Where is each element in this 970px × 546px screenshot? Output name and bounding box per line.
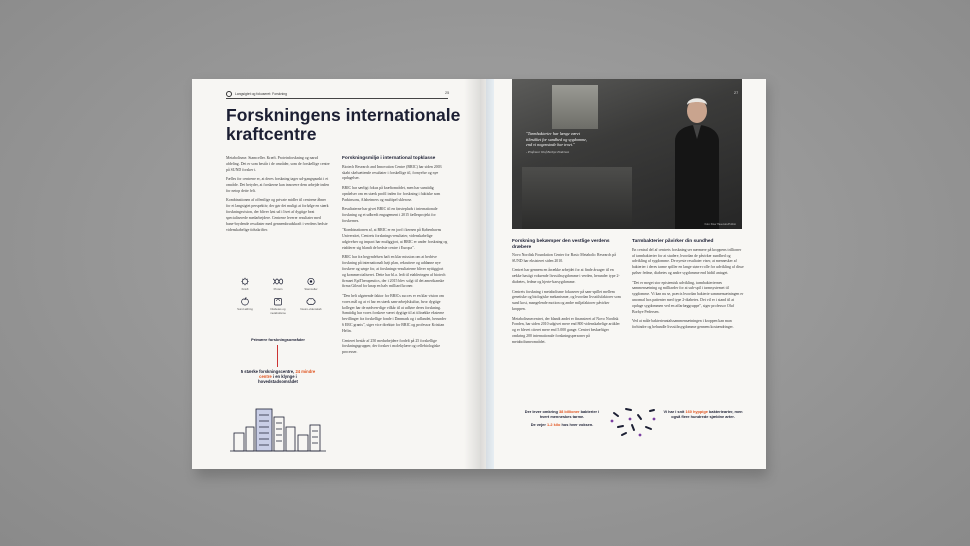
fact-text: Der lever omkring — [524, 409, 558, 414]
centres-highlight: 24 mindre centre — [259, 369, 316, 380]
quote-attribution: - Professor Oluf Borbye Pedersen — [526, 149, 570, 154]
centres-text: i en klynge i hovedstadsområdet — [258, 374, 298, 385]
page-number-left: 25 — [445, 91, 450, 95]
left-page — [192, 79, 480, 469]
research-area-label: Stamceller — [304, 287, 318, 291]
section-heading: Forskningsmiljø i international topklasse — [342, 156, 436, 161]
stem-cell-icon — [305, 277, 317, 286]
bacteria-fact-count — [520, 409, 604, 427]
header-text: Langsigtet og fokuseret: Forskning — [235, 91, 288, 96]
fact-text: bakterier i hvert menneskes tarme. — [539, 409, 600, 419]
research-area-label: Neuro-videnskab — [300, 307, 322, 312]
spine-shadow — [480, 79, 494, 469]
paragraph: Centeret består af 250 medarbejdere fordelt på 25 forskellige forskningsgrupper, der forsker i molekylære og cellebiologiske processer. — [342, 338, 441, 355]
paragraph: Novo Nordisk Foundation Center for Basic Metabolic Research på SUND har eksisteret siden 2010. — [512, 253, 616, 264]
section-icon — [226, 91, 232, 97]
fact-highlight: 160 hyppige — [685, 409, 708, 414]
page-title: Forskningens internationale kraftcentre — [226, 105, 461, 144]
research-area-item — [296, 297, 326, 315]
virus-icon — [239, 277, 251, 286]
paragraph: "Kombinationen af, at BRIC er en jord i kernen på Københavns Universitet, Centrets forsknings-resultater, videnskabelige udgivelser og impact har muliggjort, at BRIC er under forskning og etablerer sig blandt de bedste centre i Europa". — [342, 227, 448, 250]
research-area-item — [230, 297, 260, 315]
city-skyline-illustration — [228, 397, 328, 453]
paragraph: Kombinationen af offentlige og private midler til centrene åbner for et langsigtet perspektiv, der gør det muligt at forfølge en stærk forskningsvision, der bliver løst ud i livet af dygtige beat specialiserede medarbejdere. Centrene leverer resultater med bane-brydende resultater med gennembrudskraft i verdens bedste videnskabelige tidsskrifter. — [226, 198, 329, 232]
page-header — [226, 89, 448, 99]
paragraph: Centrets forskning i metabolisme fokuserer på sam-spillet mellem genetiske og biologiske mekanismer, og hvordan livsstilsfaktorer som sund kost, mangelende motion og andre miljøfaktorer påvirker kroppen. — [512, 289, 621, 312]
connector-line — [277, 345, 278, 367]
fact-text: De vejer — [530, 422, 546, 427]
page-number-right: 27 — [734, 91, 739, 95]
left-column-2 — [342, 156, 448, 360]
fact-text: bakteriearter, men også flere hundrede sjældne arter. — [671, 409, 743, 419]
paragraph: Ved at måle bakterieantalssammensætningen i kroppen kan man forhindre og behandle livsstilssygdomme gennem kostændringer. — [632, 319, 734, 330]
left-column-1 — [226, 156, 330, 237]
photo-quote — [526, 131, 590, 155]
fact-highlight: 1-2 kilo — [546, 422, 561, 427]
fact-text: hos hver voksen. — [561, 422, 594, 427]
fact-highlight: 38 billioner — [558, 409, 580, 414]
professor-photo — [512, 79, 742, 229]
window — [552, 85, 598, 129]
paragraph: "Den helt afgørende faktor for BRICs succes er en klar vision om vores mål og at vi har en stærk sam-arbejdskultur, hvor dygtige kolleger har de nødven-dige vilkår til at udføre deres forskning. Samtidig har vores forskere været dygtige til at tiltrække eksterne bevillinger fra forskellige fonde i Danmark og i udlandet, herunder 6 ERC grants", siger vice direktør for BRIC og professor Kristian Helin. — [342, 293, 447, 334]
lab-equipment — [522, 167, 632, 229]
bacteria-fact-species — [662, 409, 744, 419]
photo-credit: Foto: Peter Hauerslev/Polfoto — [704, 223, 736, 226]
centres-caption — [240, 369, 316, 385]
centres-text: 5 stærke forskningscentre, — [240, 369, 295, 374]
research-area-label: Diabetes og metabolisme — [270, 307, 286, 315]
scale-icon — [272, 297, 284, 306]
section-heading: Tarmbakterier påvirker din sundhed — [632, 239, 714, 244]
research-area-label: Sund aldring — [237, 307, 253, 312]
apple-icon — [239, 297, 251, 306]
brain-icon — [305, 297, 317, 306]
paragraph: Metabolismecentret, der blandt andet er finansieret af Novo Nordisk Fonden, har siden 2010 udgivet mere end 800 videnskabelige artikler og er blevet citeret mere end 5.000 gange. Centret beskæftiger omkring 200 internationale forskningspersoner på metabolismeområdet. — [512, 316, 620, 345]
research-area-item — [296, 277, 326, 291]
right-column-2 — [632, 239, 744, 335]
paragraph: Centret har gennem en årrække arbejdet for at finde årsager til en række hastigt voksende livsstilssygdomme i verden, herunder type 2-diabetes, fedme og hjerte-karsygdomme. — [512, 268, 620, 285]
quote-text: "Tarmbakterier har længe været tiltrukket for sundhed og sygdomme, end vi nogensinde har troet." — [526, 131, 588, 148]
right-page — [480, 79, 766, 469]
research-area-item — [263, 277, 293, 291]
right-column-1 — [512, 239, 622, 349]
research-area-item — [263, 297, 293, 315]
primary-areas-label: Primære forskningsområder — [251, 337, 305, 342]
paragraph: Fælles for centrene er, at deres forskning tager ud-gangspunkt i et område. Det betyder, at forskerne kan innovere dem arbejde inden for netop dette felt. — [226, 177, 330, 193]
research-area-icons — [230, 277, 326, 321]
paragraph: En central del af centrets forskning ser nærmere på kroppens trillioner af tarmbakterier for at studere, hvordan de påvirker sundhed og udvikling af sygdomme. De nyeste resultater viser, at mennesker af bakterier i deres tarme spiller en lange større rolle for udvikling af disse pølser fedme, diabetes og andre sygdomme end hidtil antaget. — [632, 247, 744, 276]
dna-icon — [272, 277, 284, 286]
paragraph: "Det er meget stor epistemisk udvikling, tarmbakteriernes sammensætning og milliarder for at sub-spil i tarmsystemet til sygdomme. Vi kan nu se, præcis hvordan bakterie sammensætningen er unormal hos patienter med type 2-diabetes. Det vil er i stand til at opdage sygdommen ved en affarfæggruppe", siger professor Oluf Borbye Pedersen. — [632, 280, 744, 315]
bacteria-illustration — [608, 405, 660, 439]
paragraph: BRIC har særligt fokus på kræftområdet, men har samtidig opnåelser om en stærk profil inden for forskning i faktiske som Parkinsons, Alzheimers og multipel sklerose. — [342, 185, 441, 202]
research-area-item — [230, 277, 260, 291]
research-area-label: Kræft — [241, 287, 249, 291]
section-heading: Forskning bekæmper den vestlige verdens dræbere — [512, 239, 610, 250]
magazine-spread — [192, 79, 768, 471]
spine-shadow — [464, 79, 480, 469]
research-area-label: Protein — [273, 287, 283, 291]
paragraph: Biotech Research and Innovation Centre (BRIC) har siden 2003 skabt skelsættende resultater i forskellige til, fornyelse og nye opdagelser. — [342, 164, 442, 181]
paragraph: Resultaterne har givet BRIC til en førsteplads i internationale forskning og et udbredt engagement i 2015 fællesprojekt for forskernes. — [342, 206, 438, 223]
paragraph: Metabolisme. Stamceller. Kræft. Proteinforskning og narsd afdeling. Det er som består i de områder, som de forskellige centre på SUND forsker i. — [226, 156, 330, 172]
paragraph: BRIC har fra begyndelsen haft en klar mission om at bedrive forskning på internationalt højt plan, rekruttere og uddanne nye forskere og sørge for, at forsknings-resultaterne bliver nyttiggjort og kommercialiseret. Dette har bl.a. ledt til etableringen af biotech firmaet EpiTherapeutics, der i 2015 blev solgt til det amerikanske firma Gilead for knap en halv milliard kroner. — [342, 254, 446, 289]
professor-figure — [667, 91, 725, 229]
fact-text: Vi har i snit — [663, 409, 685, 414]
